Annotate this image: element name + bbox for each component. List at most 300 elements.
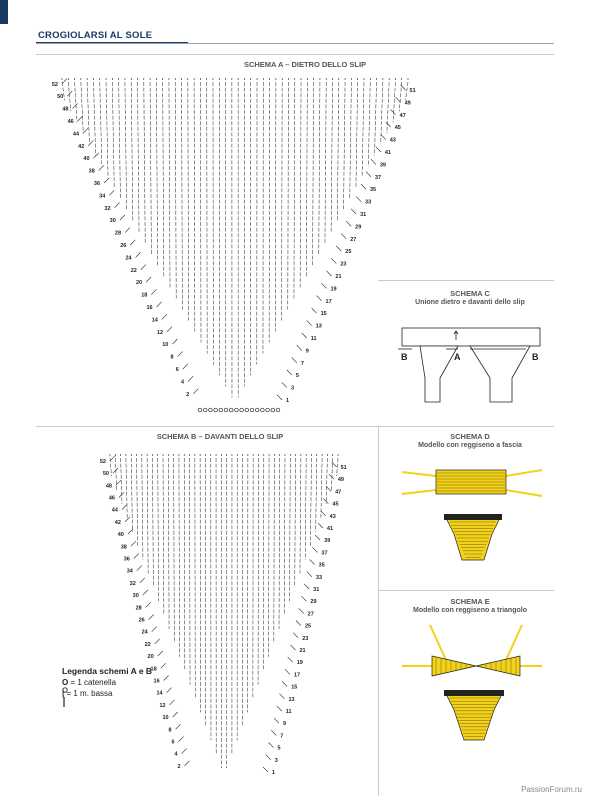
turning-chain xyxy=(151,289,156,294)
row-number: 33 xyxy=(315,574,323,581)
row-number: 32 xyxy=(104,205,111,212)
stitch-column xyxy=(131,82,133,221)
chain-stitch xyxy=(214,408,218,412)
turning-chain xyxy=(104,178,109,183)
row-number: 49 xyxy=(404,100,411,107)
turning-chain xyxy=(146,277,151,282)
row-number: 19 xyxy=(330,286,337,293)
turning-chain xyxy=(113,468,118,473)
stitch-column xyxy=(126,458,127,518)
row-number: 28 xyxy=(114,230,122,237)
turning-chain xyxy=(134,553,139,558)
turning-chain xyxy=(310,560,315,565)
triangle-cup-right xyxy=(476,656,520,676)
row-number: 21 xyxy=(299,648,306,654)
row-number: 6 xyxy=(175,367,179,373)
row-number: 35 xyxy=(370,187,377,194)
row-number: 22 xyxy=(144,641,151,648)
stitch-column xyxy=(289,458,290,601)
row-number: 19 xyxy=(296,660,303,667)
stitch-column xyxy=(184,458,185,671)
stitch-column xyxy=(405,82,408,100)
stitch-column xyxy=(374,82,376,155)
stitch-column xyxy=(275,82,276,331)
turning-chain xyxy=(304,584,309,589)
row-number: 34 xyxy=(99,193,106,200)
stitch-column xyxy=(182,82,183,309)
bottom-d xyxy=(446,518,500,560)
turning-chain xyxy=(285,669,290,674)
turning-chain xyxy=(321,283,326,288)
label-a: A xyxy=(454,352,461,362)
row-number: 28 xyxy=(135,605,142,612)
row-number: 30 xyxy=(109,218,116,225)
row-number: 5 xyxy=(277,745,281,752)
row-number: 37 xyxy=(321,550,328,557)
chain-stitch xyxy=(245,408,249,412)
turning-chain xyxy=(331,258,336,263)
stitch-column xyxy=(179,458,180,657)
row-number: 2 xyxy=(186,391,190,398)
row-number: 50 xyxy=(57,94,64,101)
stitch-column xyxy=(274,458,275,643)
turning-chain xyxy=(307,320,312,325)
row-number: 21 xyxy=(335,274,342,280)
turning-chain xyxy=(128,529,133,534)
row-number: 7 xyxy=(280,733,284,740)
turning-chain xyxy=(263,767,268,772)
stitch-column xyxy=(174,458,175,643)
row-number: 39 xyxy=(379,162,387,169)
row-number: 48 xyxy=(62,106,69,113)
chain-stitch xyxy=(219,408,223,412)
stitch-column xyxy=(344,82,346,210)
turning-chain xyxy=(161,663,166,668)
chain-symbol: O xyxy=(62,678,69,687)
turning-chain xyxy=(282,382,287,387)
row-number: 15 xyxy=(291,684,298,691)
turning-chain xyxy=(312,547,317,552)
row-number: 31 xyxy=(360,212,367,218)
row-number: 14 xyxy=(156,690,163,697)
stitch-column xyxy=(393,82,395,122)
turning-chain xyxy=(371,159,376,164)
row-number: 7 xyxy=(300,360,304,367)
stitch-column xyxy=(321,458,322,518)
label-b-left: B xyxy=(401,352,408,362)
row-number: 26 xyxy=(138,617,145,624)
turning-chain xyxy=(99,165,104,170)
row-number: 39 xyxy=(324,538,331,545)
stitch-column xyxy=(200,82,201,342)
turning-chain xyxy=(277,395,282,400)
row-number: 45 xyxy=(332,501,339,508)
turning-chain xyxy=(158,651,163,656)
front-piece-shape xyxy=(470,346,530,402)
chain-stitch xyxy=(224,408,228,412)
turning-chain xyxy=(130,240,135,245)
chain-stitch xyxy=(240,408,244,412)
row-number: 10 xyxy=(162,715,169,722)
turning-chain xyxy=(136,252,141,257)
row-number: 13 xyxy=(315,323,322,330)
chain-stitch xyxy=(261,408,265,412)
stitch-column xyxy=(350,82,352,199)
row-number: 43 xyxy=(389,137,396,144)
turning-chain xyxy=(88,141,93,146)
turning-chain xyxy=(292,358,297,363)
turning-chain xyxy=(268,743,273,748)
stitch-column xyxy=(106,82,108,177)
turning-chain xyxy=(83,128,88,133)
turning-chain xyxy=(296,621,301,626)
row-number: 20 xyxy=(135,280,143,287)
stitch-column xyxy=(326,458,327,504)
turning-chain xyxy=(94,153,99,158)
stitch-column xyxy=(300,458,301,573)
row-number: 1 xyxy=(272,770,276,776)
turning-chain xyxy=(318,523,323,528)
section-title: CROGIOLARSI AL SOLE xyxy=(38,30,153,41)
waistband-rect xyxy=(402,328,540,346)
turning-chain xyxy=(162,314,167,319)
row-number: 26 xyxy=(120,243,127,249)
row-number: 42 xyxy=(78,143,85,150)
legend-title: Legenda schemi A e B xyxy=(62,666,153,676)
stitch-column xyxy=(110,458,112,476)
chain-stitch xyxy=(203,408,207,412)
row-number: 27 xyxy=(307,611,314,618)
single-crochet-symbol: | xyxy=(62,689,65,698)
stitch-column xyxy=(300,82,301,287)
stitch-column xyxy=(310,458,311,546)
turning-chain xyxy=(193,389,198,394)
stitch-column xyxy=(93,82,95,155)
stitch-column xyxy=(169,82,170,287)
chain-stitch xyxy=(255,408,259,412)
row-number: 11 xyxy=(310,336,317,342)
row-number: 45 xyxy=(394,125,401,132)
stitch-column xyxy=(294,82,295,298)
stitch-column xyxy=(279,458,280,629)
row-number: 31 xyxy=(313,587,320,593)
schema-e-subtitle: Modello con reggiseno a triangolo xyxy=(413,607,527,614)
row-number: 36 xyxy=(93,181,101,187)
row-number: 38 xyxy=(88,168,95,175)
turning-chain xyxy=(73,103,78,108)
stitch-column xyxy=(121,458,122,504)
row-number: 18 xyxy=(150,666,157,673)
turning-chain xyxy=(266,755,271,760)
schema-b-chart xyxy=(100,454,347,776)
strap-left-top xyxy=(402,472,436,476)
row-number: 8 xyxy=(168,727,172,734)
turning-chain xyxy=(140,578,145,583)
schema-c-drawing xyxy=(398,328,540,402)
row-number: 41 xyxy=(384,150,391,156)
stitch-column xyxy=(331,82,332,232)
turning-chain xyxy=(155,639,160,644)
stitch-column xyxy=(295,458,296,587)
schema-a-chart xyxy=(52,78,416,412)
row-number: 1 xyxy=(286,398,290,404)
stitch-column xyxy=(362,82,364,177)
row-number: 16 xyxy=(146,305,153,311)
row-number: 41 xyxy=(326,526,334,532)
turning-chain xyxy=(301,596,306,601)
row-number: 25 xyxy=(304,623,312,630)
row-number: 48 xyxy=(105,483,112,490)
turning-chain xyxy=(326,486,331,491)
row-number: 51 xyxy=(409,88,416,94)
row-number: 46 xyxy=(108,495,115,502)
turning-chain xyxy=(167,688,172,693)
row-number: 25 xyxy=(345,249,352,256)
row-number: 47 xyxy=(335,489,342,496)
turning-chain xyxy=(287,370,292,375)
row-number: 4 xyxy=(181,379,185,386)
row-number: 49 xyxy=(337,477,345,484)
turning-chain xyxy=(361,184,366,189)
turning-chain xyxy=(164,675,169,680)
turning-chain xyxy=(299,608,304,613)
turning-chain xyxy=(307,572,312,577)
row-number: 17 xyxy=(293,672,301,679)
stitch-column xyxy=(316,458,317,532)
row-number: 50 xyxy=(102,471,109,478)
row-number: 44 xyxy=(111,507,118,514)
stitch-column xyxy=(158,458,159,601)
row-number: 42 xyxy=(114,519,121,526)
row-number: 27 xyxy=(350,236,357,243)
turning-chain xyxy=(356,196,361,201)
back-piece-shape xyxy=(420,346,458,402)
turning-chain xyxy=(346,221,351,226)
neck-strap-left xyxy=(430,625,446,660)
stitch-column xyxy=(144,82,145,243)
stitch-column xyxy=(100,82,102,166)
bottom-e-waistband xyxy=(444,690,504,696)
schema-e-title: SCHEMA E xyxy=(450,597,490,606)
turning-chain xyxy=(279,694,284,699)
row-number: 37 xyxy=(374,174,382,181)
chain-stitch xyxy=(250,408,254,412)
row-number: 4 xyxy=(174,751,178,758)
stitch-column xyxy=(81,82,83,133)
turning-chain xyxy=(386,122,391,127)
turning-chain xyxy=(78,116,83,121)
schema-d-subtitle: Modello con reggiseno a fascia xyxy=(418,442,522,449)
row-number: 6 xyxy=(171,739,175,746)
schema-c-subtitle: Unione dietro e davanti dello slip xyxy=(415,299,525,306)
chain-stitch xyxy=(198,408,202,412)
schema-a-title: SCHEMA A – DIETRO DELLO SLIP xyxy=(243,60,367,69)
turning-chain xyxy=(125,227,130,232)
chain-stitch xyxy=(271,408,275,412)
turning-chain xyxy=(315,535,320,540)
stitch-column xyxy=(152,458,153,587)
stitch-column xyxy=(368,82,370,166)
turning-chain xyxy=(282,682,287,687)
row-number: 44 xyxy=(72,131,80,138)
stitch-column xyxy=(163,82,164,276)
turning-chain xyxy=(172,339,177,344)
chain-stitch xyxy=(235,408,239,412)
turning-chain xyxy=(351,209,356,214)
turning-chain xyxy=(122,505,127,510)
watermark: PassionForum.ru xyxy=(521,785,582,794)
row-number: 2 xyxy=(177,763,181,770)
turning-chain xyxy=(176,724,181,729)
chain-stitch xyxy=(266,408,270,412)
stitch-column xyxy=(137,458,138,546)
turning-chain xyxy=(391,110,396,115)
stitch-column xyxy=(156,82,157,265)
row-number: 33 xyxy=(365,199,372,206)
turning-chain xyxy=(115,203,120,208)
turning-chain xyxy=(188,376,193,381)
row-number: 5 xyxy=(295,373,299,380)
row-number: 12 xyxy=(159,702,166,709)
row-number: 38 xyxy=(120,544,127,551)
turning-chain xyxy=(293,633,298,638)
turning-chain xyxy=(336,246,341,251)
stitch-column xyxy=(399,82,401,111)
stitch-column xyxy=(269,458,270,657)
stitch-column xyxy=(313,82,314,265)
bottom-d-waistband xyxy=(444,514,502,520)
row-number: 46 xyxy=(67,119,74,125)
stitch-column xyxy=(306,82,307,276)
row-number: 29 xyxy=(355,224,362,231)
turning-chain xyxy=(146,602,151,607)
row-number: 23 xyxy=(302,635,309,642)
legend-item-chain-label: = 1 catenella xyxy=(70,678,117,687)
stitch-column xyxy=(168,458,169,629)
stitch-column xyxy=(207,82,208,353)
turning-chain xyxy=(290,645,295,650)
chain-stitch xyxy=(276,408,280,412)
turning-chain xyxy=(167,327,172,332)
turning-chain xyxy=(366,172,371,177)
strap-left-bottom xyxy=(402,490,436,494)
row-number: 32 xyxy=(129,580,136,587)
turning-chain xyxy=(317,296,322,301)
row-number: 18 xyxy=(141,292,148,299)
row-number: 43 xyxy=(329,513,336,520)
turning-chain xyxy=(271,730,276,735)
row-number: 22 xyxy=(130,267,137,274)
stitch-column xyxy=(190,458,191,685)
stitch-column xyxy=(305,458,306,559)
stitch-column xyxy=(188,82,189,320)
turning-chain xyxy=(341,234,346,239)
schema-b-title: SCHEMA B – DAVANTI DELLO SLIP xyxy=(156,432,284,441)
turning-chain xyxy=(183,364,188,369)
stitch-column xyxy=(175,82,176,298)
row-number: 34 xyxy=(126,568,133,575)
schema-d-title: SCHEMA D xyxy=(450,432,490,441)
stitch-column xyxy=(87,82,89,144)
stitch-column xyxy=(142,458,143,559)
stitch-column xyxy=(112,82,114,188)
stitch-column xyxy=(381,82,383,144)
neck-strap-right xyxy=(506,625,522,660)
turning-chain xyxy=(302,333,307,338)
stitch-column xyxy=(319,82,320,254)
turning-chain xyxy=(152,627,157,632)
legend-item-single-crochet-label: = 1 m. bassa xyxy=(66,689,113,698)
row-number: 12 xyxy=(156,329,164,336)
strap-right-bottom xyxy=(506,490,542,496)
row-number: 20 xyxy=(147,654,154,661)
turning-chain xyxy=(109,190,114,195)
turning-chain xyxy=(67,91,72,96)
row-number: 15 xyxy=(320,311,327,318)
turning-chain xyxy=(173,712,178,717)
row-number: 16 xyxy=(153,678,160,685)
row-number: 29 xyxy=(310,599,317,606)
stitch-column xyxy=(337,82,338,221)
turning-chain xyxy=(149,614,154,619)
turning-chain xyxy=(179,736,184,741)
row-number: 14 xyxy=(151,317,158,324)
turning-chain xyxy=(141,265,146,270)
turning-chain xyxy=(131,541,136,546)
schema-e-drawing xyxy=(402,625,542,740)
turning-chain xyxy=(376,147,381,152)
stitch-column xyxy=(194,82,195,331)
row-number: 10 xyxy=(162,342,169,349)
row-number: 24 xyxy=(125,255,132,262)
label-b-right: B xyxy=(532,352,539,362)
turning-chain xyxy=(137,566,142,571)
turning-chain xyxy=(321,511,326,516)
row-number: 51 xyxy=(340,465,347,471)
turning-chain xyxy=(178,351,183,356)
stitch-column xyxy=(150,82,151,254)
turning-chain xyxy=(277,706,282,711)
row-number: 36 xyxy=(123,556,130,563)
turning-chain xyxy=(143,590,148,595)
stitch-column xyxy=(288,82,289,309)
row-number: 3 xyxy=(290,385,295,392)
stitch-column xyxy=(356,82,358,188)
stitch-column xyxy=(337,458,338,476)
legend-chain-mark xyxy=(63,688,67,692)
row-number: 52 xyxy=(51,81,58,88)
turning-chain xyxy=(157,302,162,307)
row-number: 52 xyxy=(99,458,106,465)
row-number: 3 xyxy=(274,757,278,764)
turning-chain xyxy=(274,718,279,723)
turning-chain xyxy=(326,271,331,276)
turning-chain xyxy=(110,456,115,461)
turning-chain xyxy=(185,761,190,766)
chain-stitch xyxy=(229,408,233,412)
stitch-column xyxy=(163,458,164,615)
turning-chain xyxy=(288,657,293,662)
row-number: 8 xyxy=(170,354,174,361)
stitch-column xyxy=(68,82,71,111)
turning-chain xyxy=(116,480,121,485)
turning-chain xyxy=(381,134,386,139)
stitch-column xyxy=(119,82,121,199)
schema-d-drawing xyxy=(402,470,542,560)
turning-chain xyxy=(329,474,334,479)
stitch-column xyxy=(147,458,148,573)
turning-chain xyxy=(297,345,302,350)
